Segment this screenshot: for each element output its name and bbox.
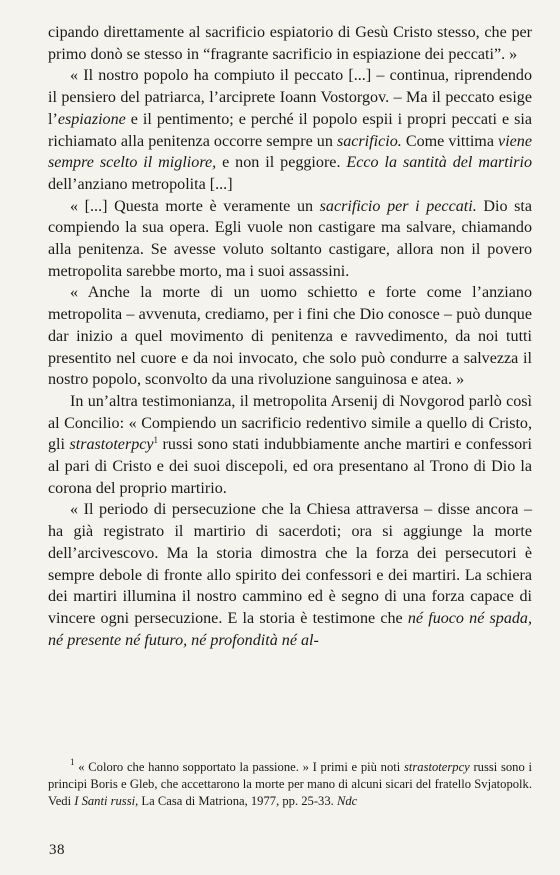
text-run: Come vittima (401, 132, 499, 150)
paragraph (48, 196, 532, 283)
text-run: russi sono stati indubbiamente anche martiri e confessori al pari di Cristo e dei suoi discepoli, ed ora presentano al Trono di Dio la corona del proprio martirio. (48, 436, 532, 497)
text-run: « [...] Questa morte è veramente un (70, 197, 320, 215)
paragraph (48, 22, 532, 65)
text-run: dell’anziano metropolita [...] (48, 175, 233, 193)
paragraph (48, 65, 532, 195)
italic-text: né fuoco né spada, né presente né futuro, né profondità né al- (48, 609, 533, 649)
text-run: In un’altra testimonianza, il metropolita Arsenij di Novgorod parlò così al Concilio: « Compiendo un sacrificio redentivo simile a quello di Cristo, gli (48, 392, 532, 454)
italic-text: I Santi russi, (74, 793, 139, 808)
footnote-marker: 1 (70, 757, 75, 767)
paragraph (48, 391, 532, 500)
footnote-marker: 1 (153, 435, 159, 446)
page-number: 38 (49, 842, 65, 858)
text-run: cipando direttamente al sacrificio espiatorio di Gesù Cristo stesso, che per primo donò se stesso in “fragrante sacrificio in espiazione dei peccati”. » (48, 24, 532, 63)
italic-text: sacrificio. (336, 132, 402, 150)
text-run: russi sono i principi Boris e Gleb, che accettarono la morte per mano di alcuni sicari del fratello Svjatopolk. Vedi (48, 760, 533, 808)
text-run: Dio sta compiendo la sua opera. Egli vuole non castigare ma salvare, chiamando alla penitenza. Se avesse voluto soltanto castigare, allora non il povero metropolita sarebbe morto, ma i suoi assassini. (48, 197, 532, 280)
paragraph (48, 282, 532, 391)
italic-text: sacrificio per i peccati. (319, 197, 477, 215)
italic-text: strastoterpcy (403, 760, 470, 774)
italic-text: Ecco la santità del martirio (346, 154, 532, 172)
paragraph (48, 499, 532, 651)
italic-text: viene sempre scelto il migliore, (48, 132, 532, 172)
footnote (48, 759, 532, 809)
italic-text: strastoterpcy (69, 436, 154, 454)
text-run: « Il periodo di persecuzione che la Chiesa attraversa – disse ancora – ha già registrato il martirio di sacerdoti; ora si aggiunge la morte dell’arcivescovo. Ma la storia dimostra che la forza dei persecutori è sempre debole di fronte allo spirito dei confessori e dei martiri. La schiera dei martiri illumina il nostro cammino ed è segno di una forza capace di vincere ogni persecuzione. E la storia è testimone che (48, 501, 532, 627)
text-run: e il pentimento; e perché il popolo espii i propri peccati e sia richiamato alla penitenza occorre sempre un (48, 110, 532, 150)
main-text (48, 22, 532, 651)
text-run: « Anche la morte di un uomo schietto e forte come l’anziano metropolita – avvenuta, crediamo, per i fini che Dio conosce – può dunque dar inizio a quel movimento di penitenza e ravvedimento, da noi tutti presentito nel cuore e da noi invocato, che solo può condurre a salvezza il nostro popolo, sconvolto da una rivoluzione sanguinosa e atea. » (48, 284, 532, 389)
italic-text: espiazione (57, 110, 126, 128)
italic-text: Ndc (336, 793, 358, 808)
text-run: « Il nostro popolo ha compiuto il peccato [...] – continua, riprendendo il pensiero del patriarca, l’arciprete Ioann Vostorgov. – Ma il peccato esige l’ (48, 67, 532, 128)
text-run: « Coloro che hanno sopportato la passione. » I primi e più noti (74, 760, 404, 774)
text-run: e non il peggiore. (216, 154, 347, 172)
text-run: La Casa di Matriona, 1977, pp. 25-33. (138, 793, 337, 808)
footnote-paragraph (48, 759, 532, 809)
